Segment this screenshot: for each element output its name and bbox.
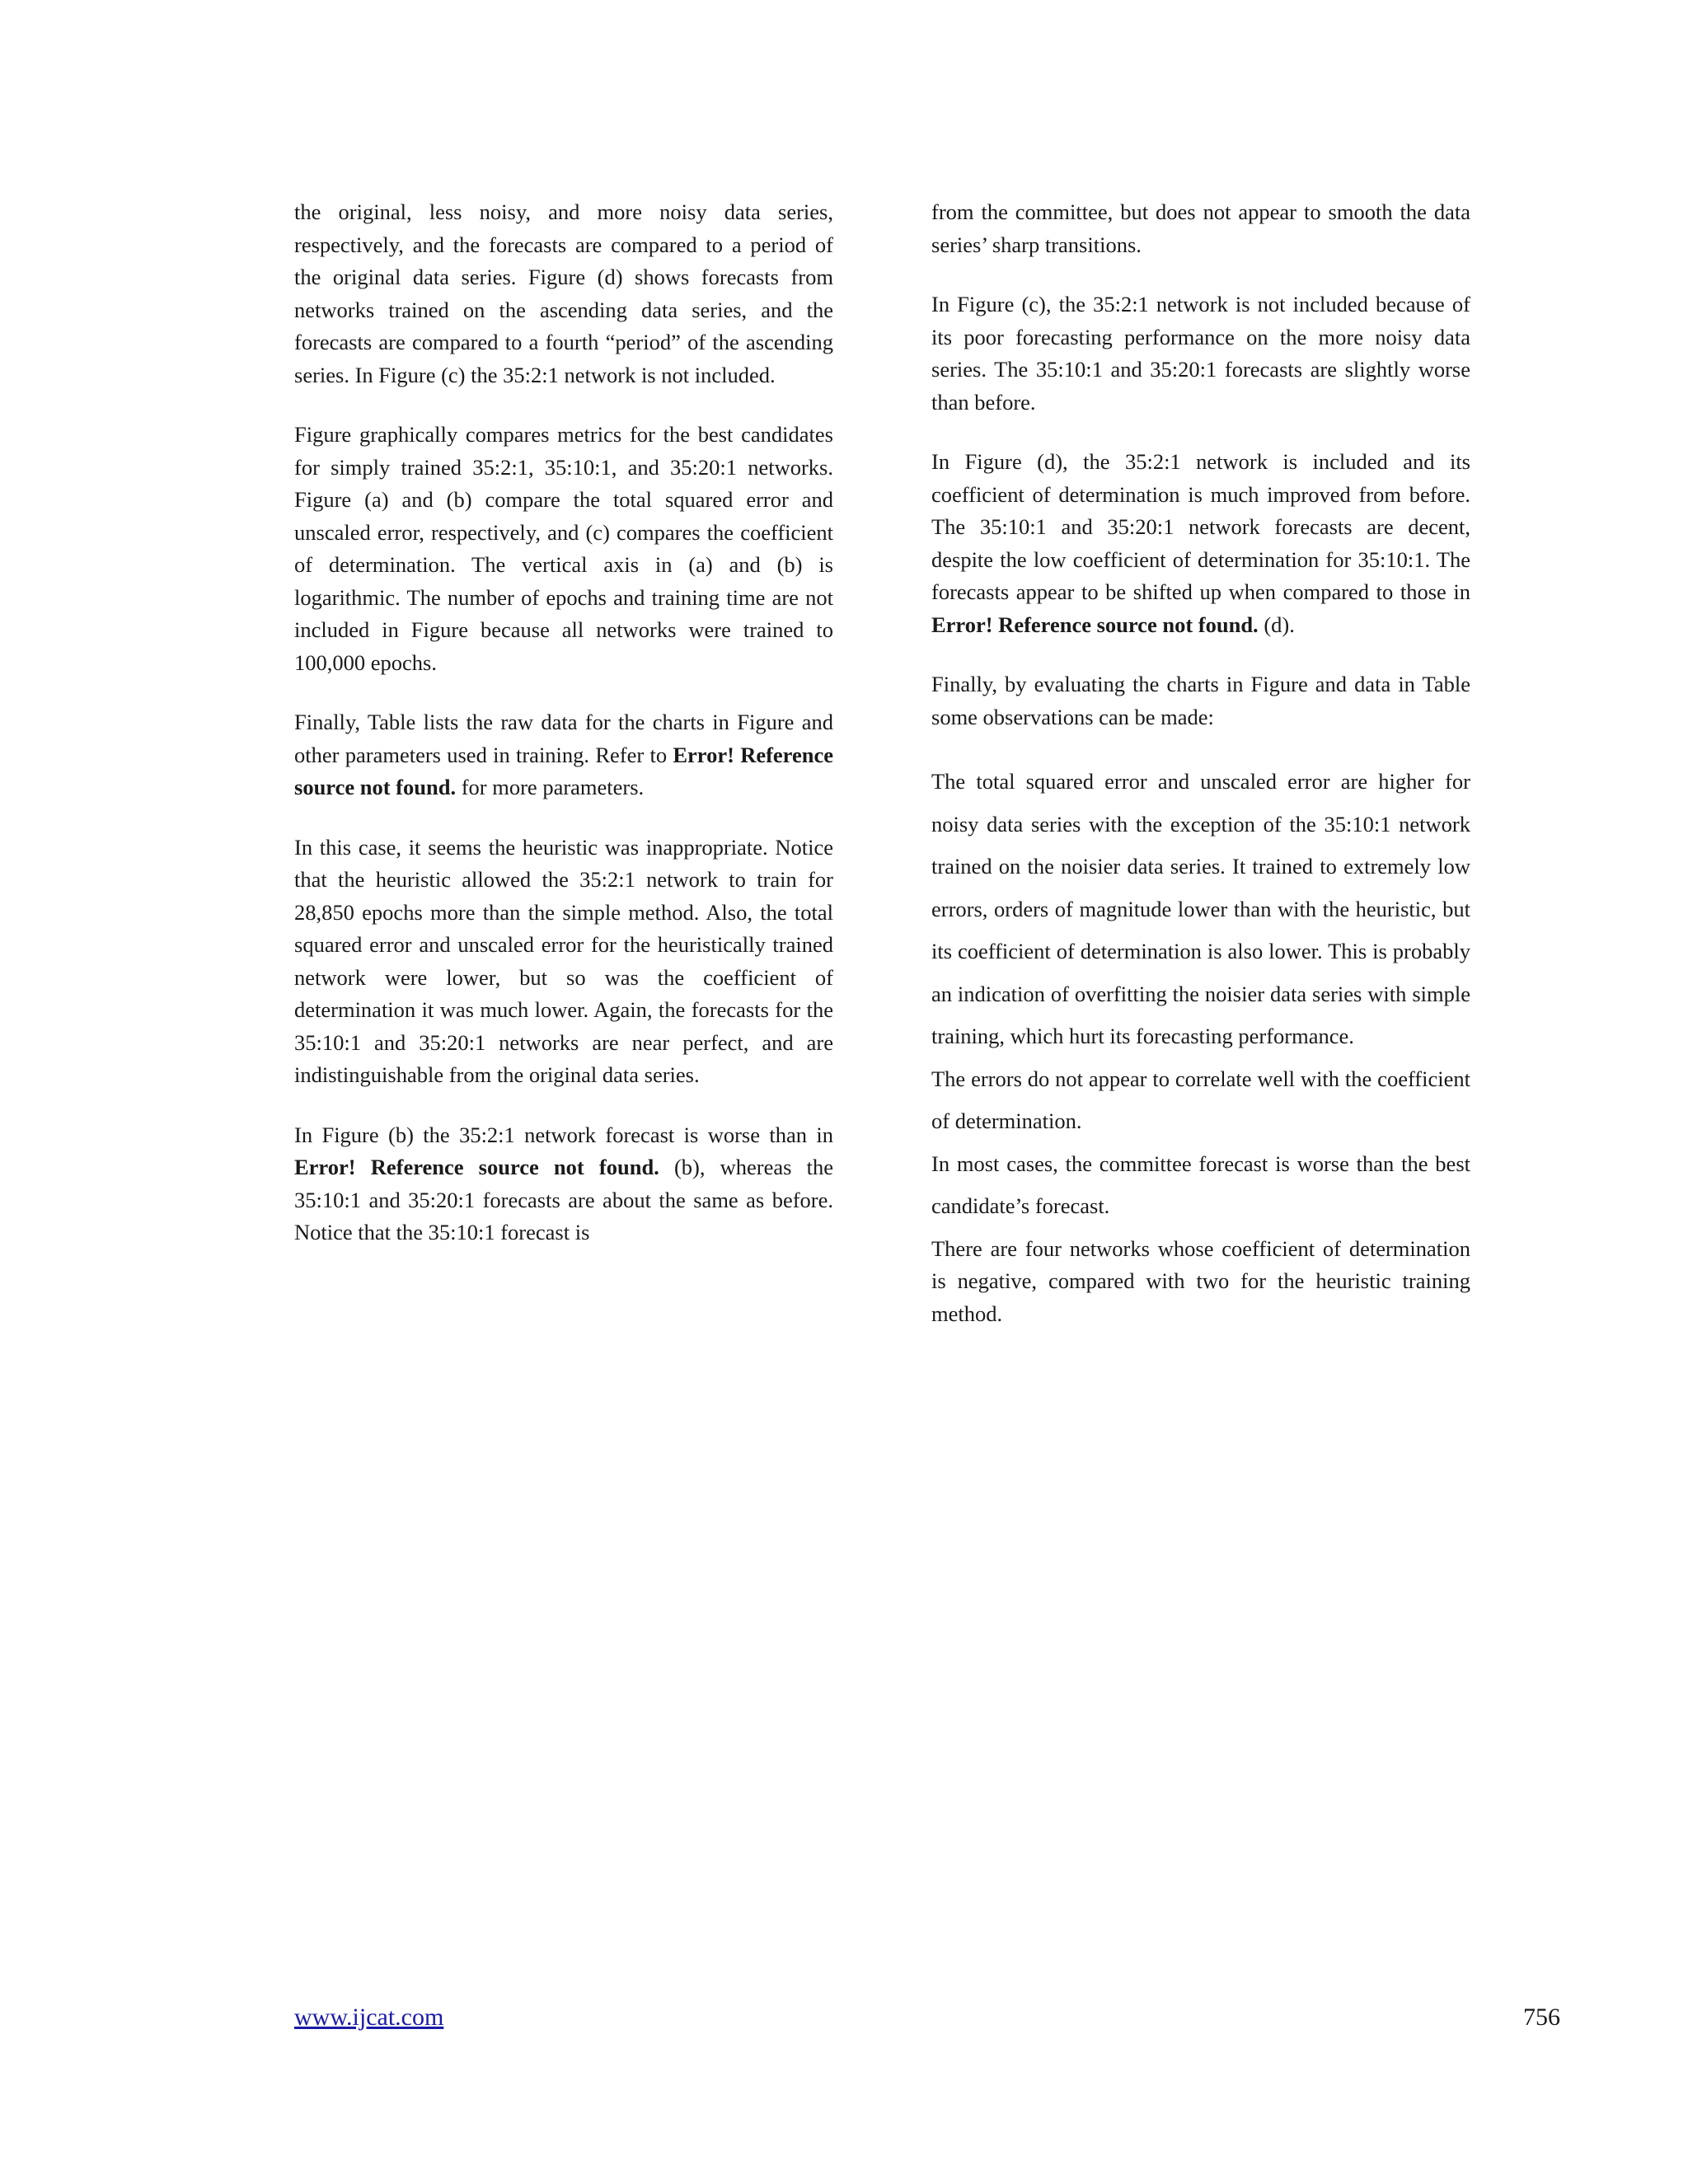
paragraph: Figure graphically compares metrics for the best candidates for simply trained 35:2:1, 35:10:1, and 35:20:1 networks. Figure (a) and (b) compare the total squared error and unscaled error, respectively, and (c) compares the coefficient of determination. The vertical axis in (a) and (b) is logarithmic. The number of epochs and training time are not included in Figure because all networks were trained to 100,000 epochs.: [294, 422, 833, 675]
reference-error: Error! Reference source not found.: [931, 612, 1259, 637]
paragraph: the original, less noisy, and more noisy data series, respectively, and the forecasts are compared to a period of the original data series. Figure (d) shows forecasts from networks trained on the ascending data series, and the forecasts are compared to a fourth “period” of the ascending series. In Figure (c) the 35:2:1 network is not included.: [294, 199, 833, 387]
right-column: [931, 196, 1470, 1330]
observation-item: The total squared error and unscaled error are higher for noisy data series with the exception of the 35:10:1 network trained on the noisier data series. It trained to extremely low errors, orders of magnitude lower than with the heuristic, but its coefficient of determination is also lower. This is probably an indication of overfitting the noisier data series with simple training, which hurt its forecasting performance.: [931, 769, 1470, 1048]
paragraph: [294, 1119, 833, 1249]
paragraph-text: for more parameters.: [456, 775, 645, 799]
reference-error: Error! Reference source not found.: [294, 1155, 659, 1179]
paragraph: In this case, it seems the heuristic was inappropriate. Notice that the heuristic allowed the 35:2:1 network to train for 28,850 epochs more than the simple method. Also, the total squared error and unscaled error for the heuristically trained network were lower, but so was the coefficient of determination it was much lower. Again, the forecasts for the 35:10:1 and 35:20:1 networks are near perfect, and are indistinguishable from the original data series.: [294, 834, 833, 1087]
paragraph: [931, 446, 1470, 641]
paragraph: from the committee, but does not appear to smooth the data series’ sharp transitions.: [931, 199, 1470, 257]
page-number: 756: [1523, 2004, 1560, 2031]
paragraph-text: Finally, Table lists the raw data for the charts in Figure and other parameters used in training. Refer to: [294, 710, 833, 767]
left-column: [294, 196, 833, 1249]
footer-website-link[interactable]: www.ijcat.com: [294, 2004, 444, 2031]
observation-item: In most cases, the committee forecast is worse than the best candidate’s forecast.: [931, 1151, 1470, 1218]
paragraph-text: (b), whereas the 35:10:1 and 35:20:1 forecasts are about the same as before. Notice that the 35:10:1 forecast is: [294, 1155, 833, 1244]
observation-list: [931, 761, 1470, 1330]
paragraph-text: In Figure (d), the 35:2:1 network is included and its coefficient of determination is much improved from before. The 35:10:1 and 35:20:1 network forecasts are decent, despite the low coefficient of determination for 35:10:1. The forecasts appear to be shifted up when compared to those in: [931, 449, 1470, 604]
paragraph-text: (d).: [1258, 612, 1295, 637]
observation-item: There are four networks whose coefficient of determination is negative, compared with two for the heuristic training method.: [931, 1235, 1470, 1326]
paragraph: Finally, by evaluating the charts in Figure and data in Table some observations can be made:: [931, 672, 1470, 729]
reference-error: Error! Reference source not found.: [294, 742, 833, 799]
paragraph-text: In Figure (b) the 35:2:1 network forecast is worse than in: [294, 1122, 833, 1147]
observation-item: The errors do not appear to correlate well with the coefficient of determination.: [931, 1066, 1470, 1133]
paragraph: [294, 706, 833, 804]
paragraph: In Figure (c), the 35:2:1 network is not included because of its poor forecasting performance on the more noisy data series. The 35:10:1 and 35:20:1 forecasts are slightly worse than before.: [931, 292, 1470, 415]
